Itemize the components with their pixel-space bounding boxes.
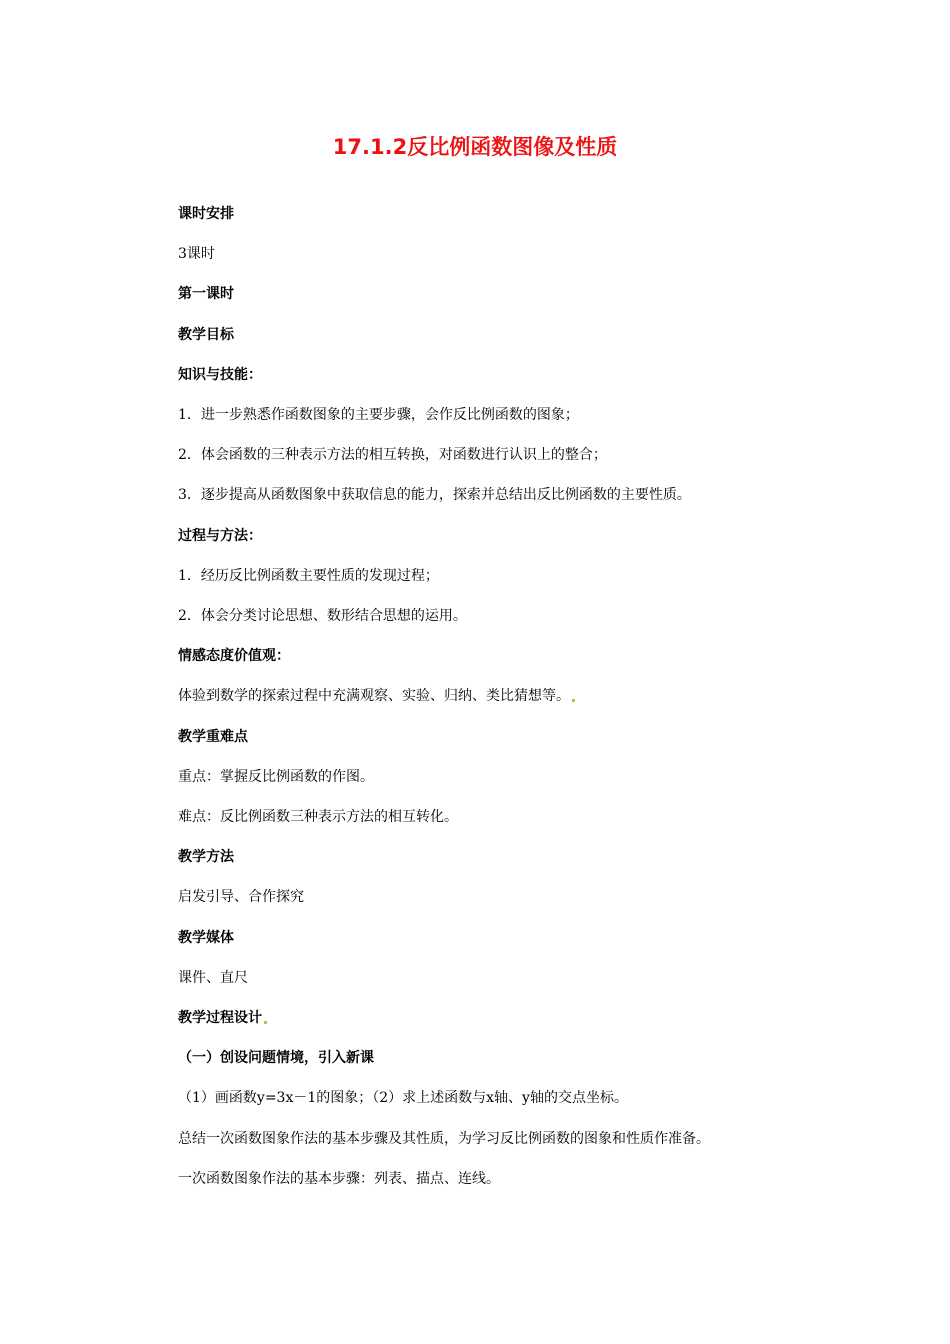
line-text: 教学方法	[178, 849, 234, 866]
paragraph-line	[178, 606, 467, 626]
line-text: 总结一次函数图象作法的基本步骤及其性质，为学习反比例函数的图象和性质作准备。	[178, 1130, 710, 1147]
paragraph-line	[178, 1169, 500, 1189]
line-text: 知识与技能：	[178, 366, 262, 383]
section-heading	[178, 727, 248, 747]
paragraph-line	[178, 968, 248, 988]
paragraph-line	[178, 244, 215, 264]
line-text: 2．体会分类讨论思想、数形结合思想的运用。	[178, 608, 467, 624]
section-heading	[178, 1048, 374, 1068]
line-text: 3．逐步提高从函数图象中获取信息的能力，探索并总结出反比例函数的主要性质。	[178, 487, 691, 504]
section-heading	[178, 325, 234, 345]
section-heading	[178, 204, 234, 224]
line-text: 重点：掌握反比例函数的作图。	[178, 768, 374, 785]
line-text: 难点：反比例函数三种表示方法的相互转化。	[178, 809, 458, 825]
line-text: 一次函数图象作法的基本步骤：列表、描点、连线。	[178, 1170, 500, 1187]
section-heading	[178, 526, 262, 546]
line-text: 教学重难点	[178, 728, 248, 745]
paragraph-line	[178, 767, 374, 787]
line-text: 1．进一步熟悉作函数图象的主要步骤，会作反比例函数的图象；	[178, 407, 579, 423]
line-text: （一）创设问题情境，引入新课	[178, 1050, 374, 1067]
line-text: 过程与方法：	[178, 527, 262, 544]
line-text: 教学目标	[178, 326, 234, 343]
highlight-mark	[572, 699, 575, 702]
section-heading	[178, 1008, 267, 1028]
line-text: 教学过程设计	[178, 1010, 262, 1026]
line-text: 1．经历反比例函数主要性质的发现过程；	[178, 567, 439, 584]
paragraph-line	[178, 485, 691, 505]
section-heading	[178, 646, 290, 666]
section-heading	[178, 928, 234, 948]
document-title: 17.1.2反比例函数图像及性质	[332, 135, 618, 159]
section-heading	[178, 284, 234, 304]
section-heading	[178, 847, 234, 867]
line-text: 课时安排	[178, 206, 234, 222]
paragraph-line	[178, 445, 607, 465]
paragraph-line	[178, 1129, 710, 1149]
paragraph-line	[178, 566, 439, 586]
line-text: 情感态度价值观：	[178, 648, 290, 665]
line-text: 2．体会函数的三种表示方法的相互转换，对函数进行认识上的整合；	[178, 447, 607, 464]
line-text: 3课时	[178, 246, 215, 263]
line-text: 教学媒体	[178, 929, 234, 946]
line-text: 课件、直尺	[178, 969, 248, 986]
line-text: 启发引导、合作探究	[178, 889, 304, 906]
line-text: （1）画函数y=3x－1的图象；（2）求上述函数与x轴、y轴的交点坐标。	[178, 1090, 628, 1107]
paragraph-line	[178, 807, 458, 827]
paragraph-line	[178, 1088, 628, 1108]
paragraph-line	[178, 405, 579, 425]
line-text: 体验到数学的探索过程中充满观察、实验、归纳、类比猜想等。	[178, 688, 570, 705]
paragraph-line	[178, 887, 304, 907]
highlight-mark	[264, 1021, 267, 1024]
paragraph-line	[178, 686, 575, 706]
section-heading	[178, 365, 262, 385]
line-text: 第一课时	[178, 286, 234, 303]
